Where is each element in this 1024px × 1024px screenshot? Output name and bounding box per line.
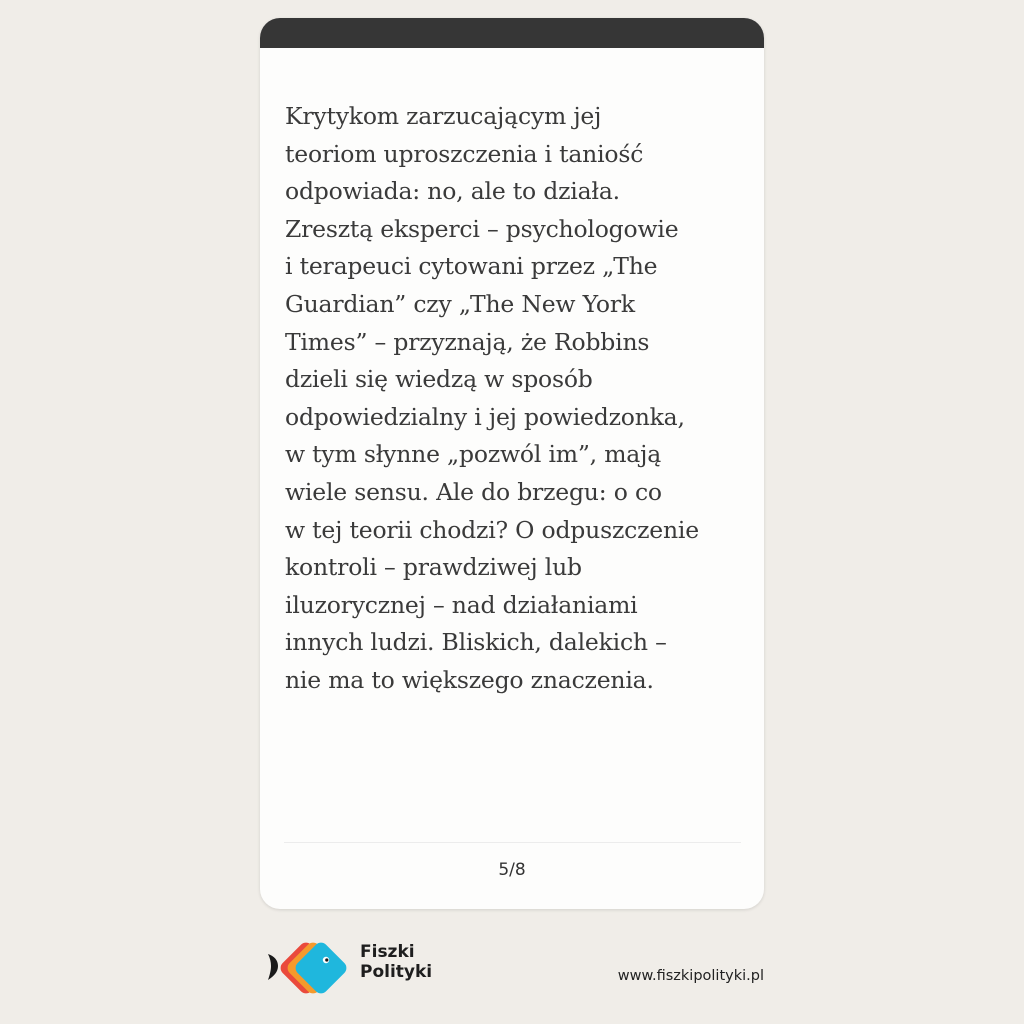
card-header-bar [260,18,764,48]
text-line: innych ludzi. Bliskich, dalekich – [285,628,667,657]
text-line: w tej teorii chodzi? O odpuszczenie [285,515,699,544]
logo-line-1: Fiszki [360,942,415,962]
text-line: i terapeuci cytowani przez „The [285,252,658,281]
text-line: Krytykom zarzucającym jej [285,102,602,130]
text-line: nie ma to większego znaczenia. [285,665,654,694]
text-line: kontroli – prawdziwej lub [285,553,582,582]
logo-cards-icon [262,938,358,998]
text-line: dzieli się wiedzą w sposób [285,365,593,394]
flashcard [260,18,764,909]
text-line: odpowiedzialny i jej powiedzonka, [285,402,685,431]
website-link[interactable]: www.fiszkipolityki.pl [617,968,764,984]
text-line: Times” – przyznają, że Robbins [285,327,650,356]
logo-wordmark [360,942,432,982]
text-line: Guardian” czy „The New York [285,289,635,318]
card-divider [284,842,741,843]
text-line: wiele sensu. Ale do brzegu: o co [285,477,662,506]
fiszki-polityki-logo[interactable] [262,938,442,998]
page-indicator: 5/8 [498,860,526,880]
text-line: w tym słynne „pozwól im”, mają [285,440,662,469]
text-line: teoriom uproszczenia i taniość [285,139,644,168]
text-line: odpowiada: no, ale to działa. [285,177,620,206]
logo-line-2: Polityki [360,962,433,982]
text-line: Zresztą eksperci – psychologowie [285,214,679,243]
card-body-text [285,98,745,700]
text-line: iluzorycznej – nad działaniami [285,590,638,619]
